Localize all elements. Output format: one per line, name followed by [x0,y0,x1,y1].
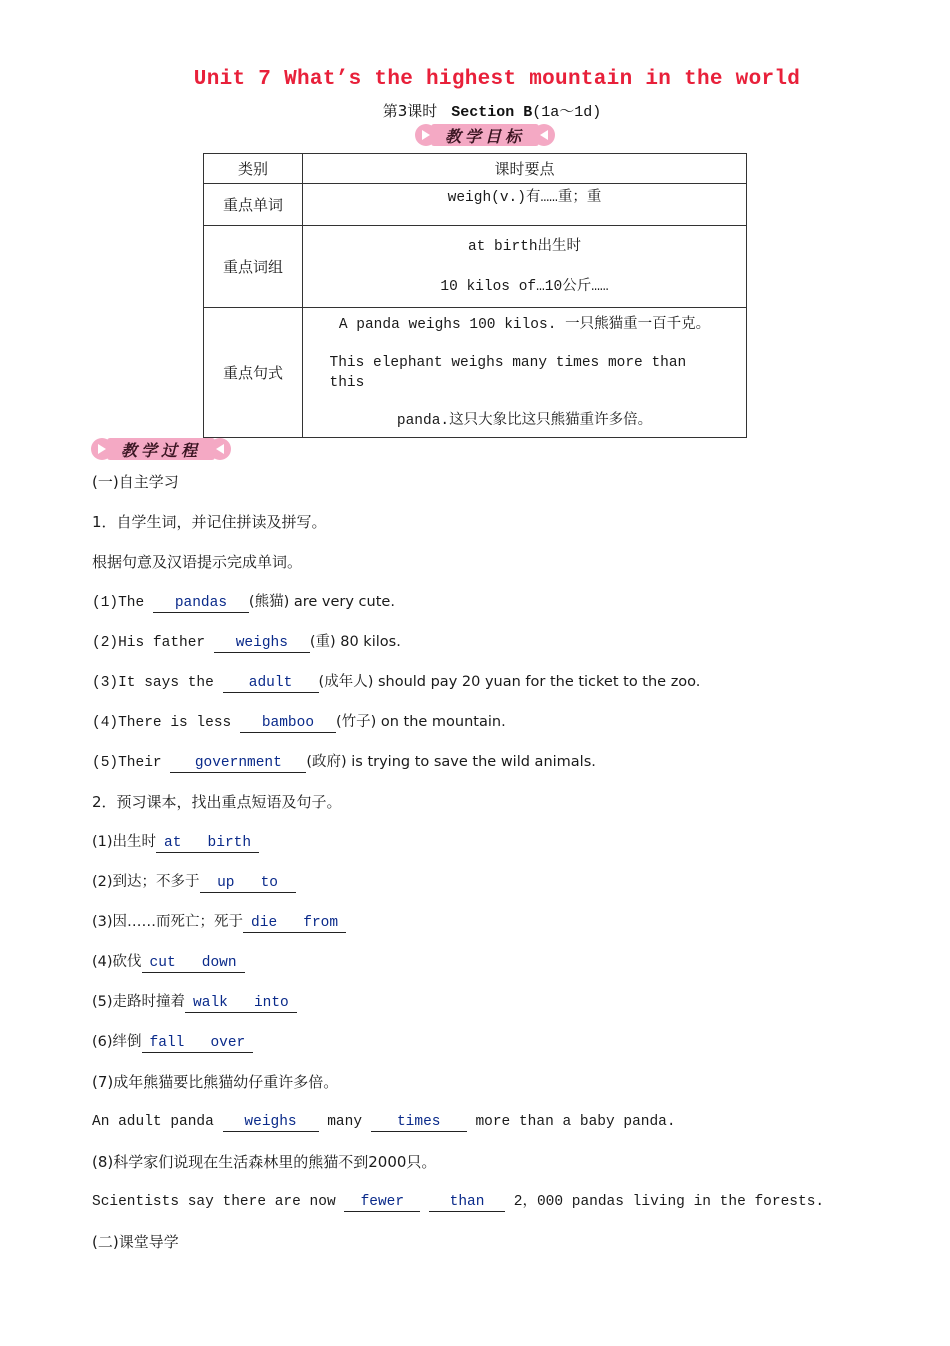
sentence-part: 2，000 pandas living in the forests. [505,1194,825,1210]
row-label-sentences: 重点句式 [204,308,303,438]
sentence-prompt: (8)科学家们说现在生活森林里的熊猫不到2000只。 [92,1153,437,1171]
row-content-phrases [303,226,747,308]
phrase-prompt: (1)出生时 [92,834,157,850]
page-title: Unit 7 What’s the highest mountain in the world [193,68,801,91]
key-sentence: A panda weighs 100 kilos. 一只熊猫重一百千克。 [338,316,711,333]
section-heading: (一)自主学习 [92,473,179,491]
item-suffix: (熊猫) are very cute. [248,594,395,610]
item-prefix: (2)His father [92,635,214,651]
lesson-subtitle [0,100,950,121]
answer-blank[interactable]: die from [243,914,346,933]
table-row [204,184,747,226]
task-hint: 根据句意及汉语提示完成单词。 [92,553,303,571]
sentence-part: Scientists say there are now [92,1194,345,1210]
exercise-body [92,470,912,1270]
item-suffix: (成年人) should pay 20 yuan for the ticket to the zoo. [318,674,701,690]
answer-blank[interactable]: walk into [185,994,297,1013]
section-heading: (二)课堂导学 [92,1233,179,1251]
item-prefix: (1)The [92,595,153,611]
section-label: Section B [451,104,533,121]
phrase-prompt: (4)砍伐 [92,954,142,970]
task-instruction: 2．预习课本，找出重点短语及句子。 [92,793,342,811]
sentence-part: many [318,1114,371,1130]
item-prefix: (4)There is less [92,715,240,731]
answer-blank[interactable]: fall over [142,1034,254,1053]
phrase-prompt: (6)绊倒 [92,1034,142,1050]
item-suffix: (重) 80 kilos. [309,634,401,650]
process-banner [91,438,231,460]
arrow-left-icon [533,124,555,146]
task-instruction: 1．自学生词，并记住拼读及拼写。 [92,513,327,531]
key-phrase: 10 kilos of…10公斤…… [440,278,609,295]
table-header-row [204,154,747,184]
sentence-prompt: (7)成年熊猫要比熊猫幼仔重许多倍。 [92,1073,339,1091]
answer-blank[interactable]: fewer [344,1193,420,1212]
answer-blank[interactable]: adult [223,674,319,693]
list-item [92,630,912,670]
answer-blank[interactable]: than [429,1193,505,1212]
item-prefix: (5)Their [92,755,171,771]
answer-blank[interactable]: at birth [156,834,259,853]
table-header-category: 类别 [204,154,303,184]
answer-blank[interactable]: cut down [142,954,245,973]
item-suffix: (竹子) on the mountain. [335,714,506,730]
answer-blank[interactable]: times [371,1113,467,1132]
sentence-part: An adult panda [92,1114,223,1130]
list-item [92,990,912,1030]
list-item [92,910,912,950]
item-suffix: (政府) is trying to save the wild animals. [306,754,596,770]
answer-blank[interactable]: pandas [153,594,249,613]
phrase-prompt: (2)到达；不多于 [92,874,200,890]
phrase-prompt: (3)因……而死亡；死于 [92,914,244,930]
list-item [92,1030,912,1070]
arrow-right-icon [91,438,113,460]
list-item [92,670,912,710]
row-label-words: 重点单词 [204,184,303,226]
list-item [92,1110,912,1150]
list-item [92,870,912,910]
arrow-right-icon [415,124,437,146]
table-row [204,226,747,308]
goals-table [203,153,747,438]
process-banner-label: 教学过程 [107,438,215,460]
list-item [92,590,912,630]
goals-banner [415,124,555,146]
answer-blank[interactable]: weighs [223,1113,319,1132]
arrow-left-icon [209,438,231,460]
list-item [92,830,912,870]
lesson-number: 第3课时 [382,102,438,120]
sentence-part: more than a baby panda. [466,1114,676,1130]
table-row [204,308,747,438]
section-range: (1a～1d) [532,104,602,121]
answer-blank[interactable]: bamboo [240,714,336,733]
list-item [92,1190,912,1230]
goals-banner-label: 教学目标 [431,124,539,146]
answer-blank[interactable]: weighs [214,634,310,653]
answer-blank[interactable]: government [170,754,306,773]
key-sentence: panda.这只大象比这只熊猫重许多倍。 [396,412,653,429]
key-phrase: at birth出生时 [467,238,582,255]
row-label-phrases: 重点词组 [204,226,303,308]
row-content-sentences [303,308,747,438]
list-item [92,750,912,790]
key-sentence: This elephant weighs many times more than this [329,354,687,391]
row-content-words [303,184,747,226]
list-item [92,950,912,990]
phrase-prompt: (5)走路时撞着 [92,994,186,1010]
list-item [92,710,912,750]
key-word: weigh(v.)有……重；重 [447,190,602,206]
answer-blank[interactable]: up to [200,874,296,893]
table-header-points: 课时要点 [303,154,747,184]
item-prefix: (3)It says the [92,675,223,691]
